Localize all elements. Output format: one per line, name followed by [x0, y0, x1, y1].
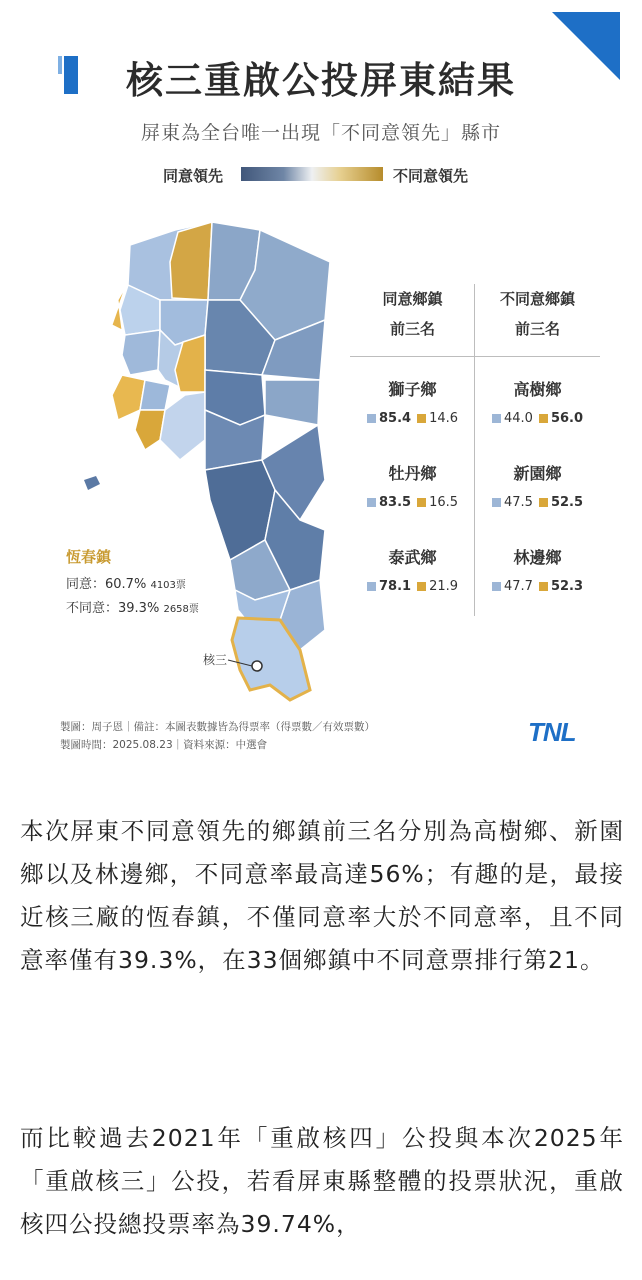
legend-disagree-label: 不同意領先 — [393, 167, 469, 185]
disagree-rank-3: 林邊鄉 47.7 52.3 — [475, 545, 600, 594]
map-township — [122, 330, 160, 375]
agree-rank-2: 牡丹鄉 83.5 16.5 — [350, 461, 475, 510]
disagree-header: 不同意鄉鎮 前三名 — [499, 290, 575, 338]
disagree-rank-2: 新園鄉 47.5 52.5 — [475, 461, 600, 510]
map-island — [84, 476, 100, 490]
legend-gradient — [241, 167, 383, 181]
nuclear-plant-label: 核三 — [203, 653, 228, 667]
hengchun-title: 恆春鎮 — [66, 548, 112, 566]
infographic-title: 核三重啟公投屏東結果 — [126, 58, 516, 102]
nuclear-plant-marker — [252, 661, 262, 671]
map-township-linbian — [135, 410, 165, 450]
legend-agree-label: 同意領先 — [163, 167, 224, 185]
footer-credit: 製圖：周子恩｜備註：本圖表數據皆為得票率（得票數／有效票數） — [60, 721, 375, 733]
tnl-logo: TNL — [528, 717, 576, 747]
footer-source: 製圖時間：2025.08.23｜資料來源：中選會 — [60, 739, 268, 751]
map-township — [140, 380, 170, 410]
hengchun-disagree: 不同意：39.3% 2658票 — [66, 601, 199, 616]
agree-rank-1: 獅子鄉 85.4 14.6 — [350, 377, 475, 426]
article-paragraph-2: 而比較過去2021年「重啟核四」公投與本次2025年「重啟核三」公投，若看屏東縣整體的投票狀況，重啟核四公投總投票率為39.74%， — [20, 1124, 624, 1238]
map-township — [265, 380, 320, 425]
agree-rank-3: 泰武鄉 78.1 21.9 — [350, 545, 475, 594]
infographic-subtitle: 屏東為全台唯一出現「不同意領先」縣市 — [140, 122, 501, 144]
table-divider-h — [350, 356, 600, 357]
disagree-rank-1: 高樹鄉 44.0 56.0 — [475, 377, 600, 426]
agree-header: 同意鄉鎮 前三名 — [382, 290, 443, 338]
hengchun-agree: 同意：60.7% 4103票 — [66, 577, 186, 592]
pingtung-map — [0, 200, 360, 710]
article-paragraph-1: 本次屏東不同意領先的鄉鎮前三名分別為高樹鄉、新園鄉以及林邊鄉，不同意率最高達56%；有趣的是，最接近核三廠的恆春鎮，不僅同意率大於不同意率，且不同意率僅有39.3%，在33個鄉鎮中不同意票排行第21。 — [20, 817, 624, 974]
